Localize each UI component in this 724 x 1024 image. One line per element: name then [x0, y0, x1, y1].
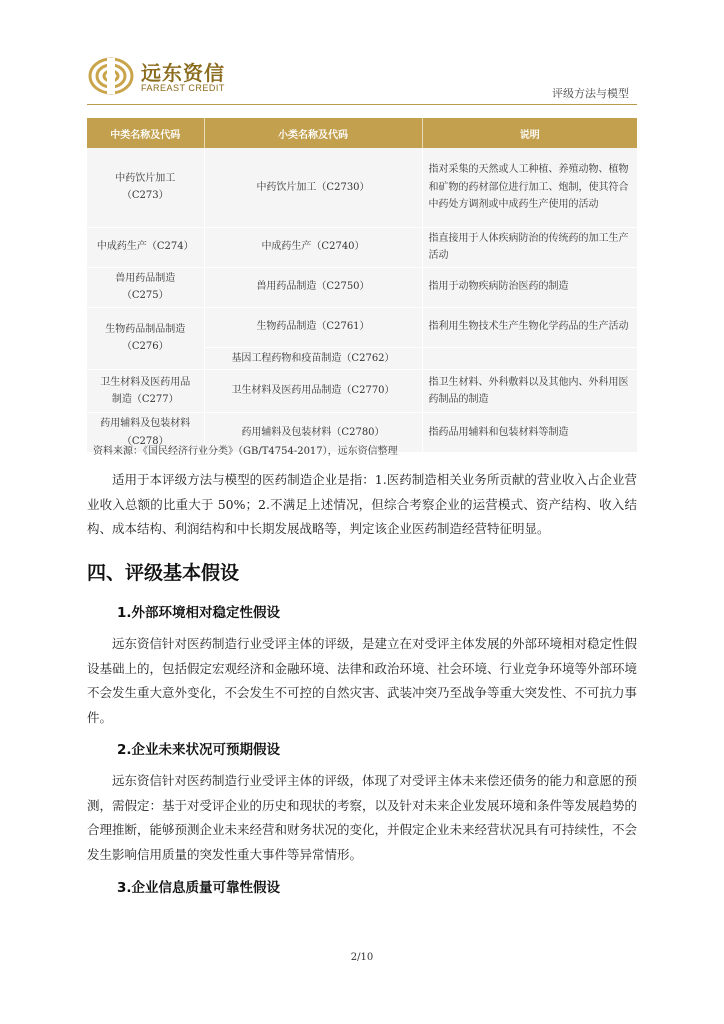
subsection-heading-2: 2.企业未来状况可预期假设: [117, 742, 281, 758]
col-header-small: 小类名称及代码: [204, 118, 422, 148]
col-header-desc: 说明: [422, 118, 637, 148]
table-row: [87, 267, 637, 307]
description-cell: 指用于动物疾病防治医药的制造: [422, 267, 637, 307]
mid-category-cell: 药用辅料及包装材料 （C278）: [87, 413, 204, 453]
mid-category-cell: 中成药生产（C274）: [87, 227, 204, 267]
col-header-mid: 中类名称及代码: [87, 118, 204, 148]
industry-classification-table: [87, 118, 637, 453]
description-cell: 指对采集的天然或人工种植、养殖动物、植物和矿物的药材部位进行加工、炮制，使其符合中药处方调剂或中成药生产使用的活动: [422, 148, 637, 227]
mid-category-cell: 兽用药品制造 （C275）: [87, 267, 204, 307]
mid-category-cell: 生物药品制品制造 （C276）: [87, 307, 204, 370]
section-heading: 四、评级基本假设: [87, 562, 240, 584]
small-category-cell: 基因工程药物和疫苗制造（C2762）: [204, 347, 422, 370]
table-row: [87, 148, 637, 227]
mid-category-cell: 卫生材料及医药用品 制造（C277）: [87, 370, 204, 413]
description-cell: 指药品用辅料和包装材料等制造: [422, 413, 637, 453]
intro-paragraph: 适用于本评级方法与模型的医药制造企业是指：1.医药制造相关业务所贡献的营业收入占企业营业收入总额的比重大于 50%；2.不满足上述情况，但综合考察企业的运营模式、资产结构、收入结构、成本结构、利润结构和中长期发展战略等，判定该企业医药制造经营特征明显。: [87, 472, 637, 536]
small-category-cell: 卫生材料及医药用品制造（C2770）: [204, 370, 422, 413]
brand-name-cn: 远东资信: [141, 61, 225, 85]
table-row: [87, 227, 637, 267]
mid-category-cell: 中药饮片加工 （C273）: [87, 148, 204, 227]
small-category-cell: 兽用药品制造（C2750）: [204, 267, 422, 307]
description-cell: 指直接用于人体疾病防治的传统药的加工生产活动: [422, 227, 637, 267]
subsection-heading-1: 1.外部环境相对稳定性假设: [117, 605, 281, 621]
document-title: 评级方法与模型: [552, 87, 629, 100]
header-divider: [87, 104, 637, 105]
small-category-cell: 中成药生产（C2740）: [204, 227, 422, 267]
small-category-cell: 中药饮片加工（C2730）: [204, 148, 422, 227]
subsection-heading-3: 3.企业信息质量可靠性假设: [117, 880, 281, 896]
small-category-cell: 药用辅料及包装材料（C2780）: [204, 413, 422, 453]
table-row: [87, 307, 637, 347]
table-row: [87, 370, 637, 413]
page-number: 2/10: [350, 952, 374, 963]
brand-name-en: FAREAST CREDIT: [141, 83, 225, 93]
description-cell: 指利用生物技术生产生物化学药品的生产活动: [422, 307, 637, 347]
table-source-note: 资料来源：《国民经济行业分类》（GB/T4754-2017），远东资信整理: [93, 446, 398, 457]
subsection-paragraph-2: 远东资信针对医药制造行业受评主体的评级，体现了对受评主体未来偿还债务的能力和意愿的预测，需假定：基于对受评企业的历史和现状的考察，以及针对未来企业发展环境和条件等发展趋势的合理推断，能够预测企业未来经营和财务状况的变化，并假定企业未来经营状况具有可持续性，不会发生影响信用质量的突发性重大事件等异常情形。: [87, 773, 638, 862]
fareast-logo-icon: [88, 56, 134, 96]
table-header-row: [87, 118, 637, 148]
subsection-paragraph-1: 远东资信针对医药制造行业受评主体的评级，是建立在对受评主体发展的外部环境相对稳定性假设基础上的，包括假定宏观经济和金融环境、法律和政治环境、社会环境、行业竞争环境等外部环境不会发生重大意外变化，不会发生不可控的自然灾害、武装冲突乃至战争等重大突发性、不可抗力事件。: [87, 636, 638, 725]
description-cell: 指卫生材料、外科敷料以及其他内、外科用医药制品的制造: [422, 370, 637, 413]
description-cell-empty: [422, 347, 637, 370]
small-category-cell: 生物药品制造（C2761）: [204, 307, 422, 347]
